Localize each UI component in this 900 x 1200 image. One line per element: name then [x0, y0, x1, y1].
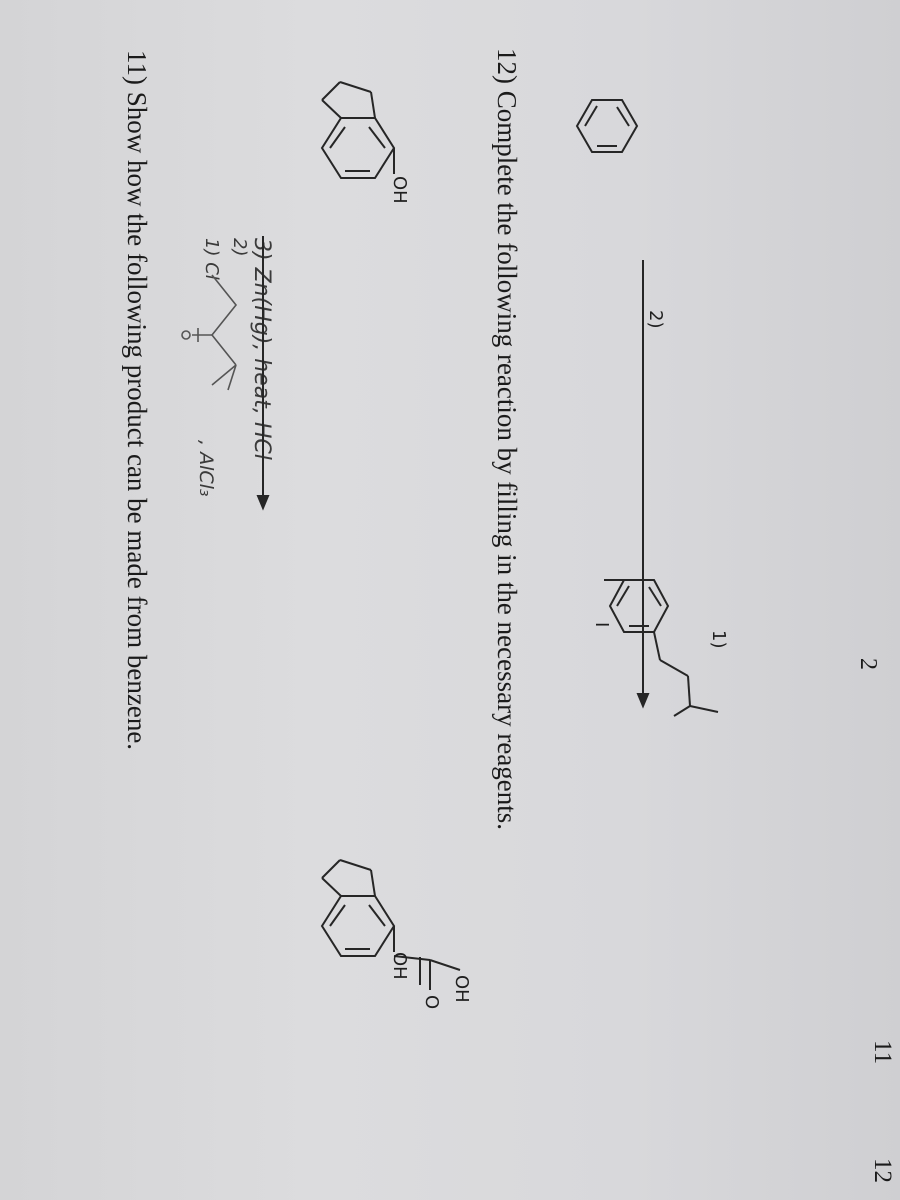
- benzene-structure: [577, 100, 637, 152]
- q11-reagent-1: Cl: [201, 262, 222, 280]
- acyl-chloride-sketch: [182, 275, 236, 390]
- question-12-prompt: 12) Complete the following reaction by filling in the necessary reagents.: [492, 48, 522, 831]
- q12-start-oh-label: OH: [389, 176, 410, 204]
- q12-starting-structure: [322, 82, 394, 178]
- q11-product-structure: [604, 580, 718, 716]
- q11-arrow: [258, 236, 268, 508]
- q12-product-oh-label: OH: [389, 952, 410, 980]
- page-number: 2: [855, 658, 881, 670]
- q12-step-1: 1): [708, 630, 729, 649]
- q11-step-1-num: 1): [201, 238, 222, 257]
- q11-reagent-1-catalyst: , AlCl₃: [195, 440, 217, 497]
- edge-label-12: 12: [869, 1158, 896, 1183]
- q11-product-iodo-label: I: [591, 622, 612, 628]
- q12-step-2: 2): [645, 310, 666, 329]
- question-11-prompt: 11) Show how the following product can be made from benzene.: [122, 50, 152, 751]
- q12-product-carbonyl-o-label: O: [421, 995, 442, 1010]
- q11-reagent-3: Zn(Hg), heat, HCl: [249, 267, 274, 460]
- q11-step-2: 2): [229, 238, 250, 257]
- q12-product-acid-oh-label: OH: [451, 975, 472, 1003]
- q11-step-3-num: 3): [249, 238, 274, 261]
- edge-label-11: 11: [869, 1040, 896, 1065]
